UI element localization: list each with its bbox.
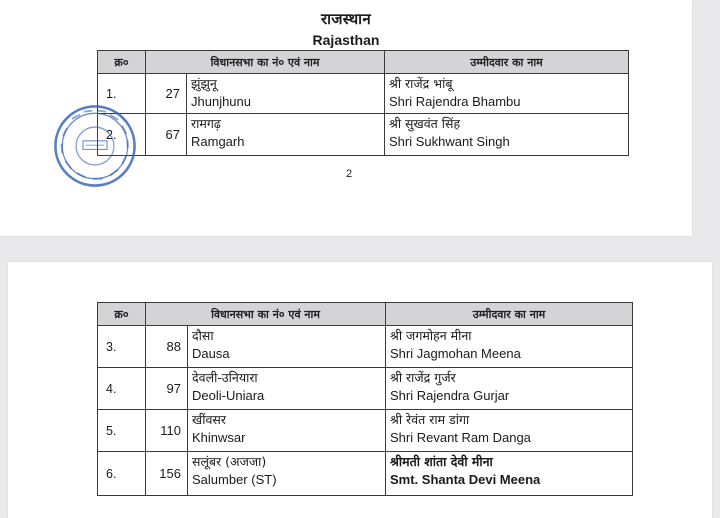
- document-page-2: [8, 262, 712, 518]
- candidate-name-english: Shri Jagmohan Meena: [390, 346, 521, 361]
- header-constituency: विधानसभा का नं० एवं नाम: [146, 51, 385, 74]
- candidate-name: [385, 114, 629, 156]
- constituency-name-english: Salumber (ST): [192, 472, 277, 487]
- header-serial: क्र०: [98, 51, 146, 74]
- header-candidate: उम्मीदवार का नाम: [385, 51, 629, 74]
- serial-number: 6.: [98, 452, 146, 496]
- table-row: [98, 74, 629, 114]
- party-seal-stamp-icon: [52, 103, 138, 189]
- table-row: [98, 368, 633, 410]
- candidate-name-hindi: श्री सुखवंत सिंह: [389, 116, 461, 131]
- state-title-hindi: राजस्थान: [321, 10, 371, 28]
- candidate-name: [386, 410, 633, 452]
- table-row: [98, 410, 633, 452]
- document-page-1: [0, 0, 692, 236]
- candidate-name-hindi: श्री रेवंत राम डांगा: [390, 412, 470, 427]
- constituency-number: 110: [146, 410, 188, 452]
- serial-number: 3.: [98, 326, 146, 368]
- constituency-name: [188, 326, 386, 368]
- serial-number: 4.: [98, 368, 146, 410]
- constituency-name-hindi: दौसा: [192, 328, 214, 343]
- constituency-name-hindi: देवली-उनियारा: [192, 370, 258, 385]
- table-header-row: [98, 303, 633, 326]
- constituency-name: [188, 368, 386, 410]
- constituency-name: [187, 74, 385, 114]
- constituency-name-english: Khinwsar: [192, 430, 246, 445]
- serial-number: 2.: [98, 114, 146, 156]
- serial-number: 5.: [98, 410, 146, 452]
- constituency-name-hindi: खींवसर: [192, 412, 226, 427]
- candidate-name-english: Shri Revant Ram Danga: [390, 430, 531, 445]
- constituency-name-hindi: सलूंबर (अजजा): [192, 454, 267, 469]
- header-constituency: विधानसभा का नं० एवं नाम: [146, 303, 386, 326]
- constituency-name: [187, 114, 385, 156]
- constituency-number: 97: [146, 368, 188, 410]
- constituency-name-english: Deoli-Uniara: [192, 388, 265, 403]
- constituency-name: [188, 452, 386, 496]
- constituency-name-english: Dausa: [192, 346, 230, 361]
- header-serial: क्र०: [98, 303, 146, 326]
- constituency-name-english: Jhunjhunu: [191, 94, 251, 109]
- candidate-name: [386, 368, 633, 410]
- constituency-number: 88: [146, 326, 188, 368]
- constituency-name-hindi: झुंझुनू: [191, 76, 217, 91]
- page-number: 2: [346, 168, 353, 180]
- candidate-name: [385, 74, 629, 114]
- candidate-table-2: [97, 302, 633, 496]
- candidate-name: [386, 326, 633, 368]
- constituency-name: [188, 410, 386, 452]
- candidate-name-hindi: श्री राजेंद्र भांबू: [389, 76, 453, 91]
- candidate-name-hindi: श्रीमती शांता देवी मीना: [390, 454, 493, 469]
- table-row: [98, 326, 633, 368]
- candidate-name-english: Shri Rajendra Gurjar: [390, 388, 510, 403]
- state-title-english: Rajasthan: [312, 32, 380, 48]
- constituency-name-english: Ramgarh: [191, 134, 245, 149]
- constituency-name-hindi: रामगढ़: [191, 116, 221, 131]
- candidate-name: [386, 452, 633, 496]
- candidate-name-english: Shri Rajendra Bhambu: [389, 94, 521, 109]
- constituency-number: 156: [146, 452, 188, 496]
- candidate-name-hindi: श्री जगमोहन मीना: [390, 328, 472, 343]
- constituency-number: 27: [146, 74, 187, 114]
- candidate-table-1: [97, 50, 629, 156]
- serial-number: 1.: [98, 74, 146, 114]
- table-row: [98, 452, 633, 496]
- header-candidate: उम्मीदवार का नाम: [386, 303, 633, 326]
- candidate-name-english: Smt. Shanta Devi Meena: [390, 472, 541, 487]
- candidate-name-hindi: श्री राजेंद्र गुर्जर: [390, 370, 456, 385]
- candidate-name-english: Shri Sukhwant Singh: [389, 134, 510, 149]
- constituency-number: 67: [146, 114, 187, 156]
- table-header-row: [98, 51, 629, 74]
- table-row: [98, 114, 629, 156]
